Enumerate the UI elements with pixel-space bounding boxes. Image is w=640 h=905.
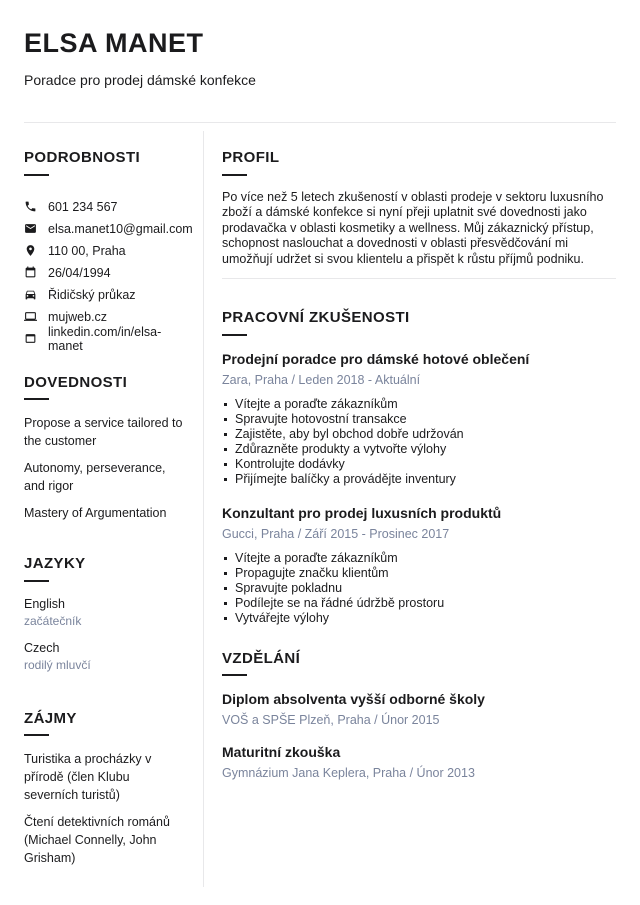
education-entry bbox=[222, 744, 616, 781]
contact-item-address bbox=[24, 240, 185, 262]
education-entry bbox=[222, 691, 616, 728]
education-title: Diplom absolventa vyšší odborné školy bbox=[222, 691, 485, 708]
linkedin-value: linkedin.com/in/elsa-manet bbox=[48, 324, 162, 353]
section-interests bbox=[24, 684, 185, 868]
languages-list bbox=[24, 596, 185, 673]
skills-section-title: DOVEDNOSTI bbox=[24, 373, 128, 391]
language-level: začátečník bbox=[24, 613, 82, 628]
job-entry-2 bbox=[222, 505, 616, 626]
education-list bbox=[222, 691, 616, 781]
phone-icon bbox=[24, 200, 37, 213]
section-skills bbox=[24, 350, 185, 523]
contact-item-email bbox=[24, 218, 193, 240]
section-title-rule bbox=[222, 174, 247, 176]
details-section-title: PODROBNOSTI bbox=[24, 149, 141, 167]
contact-item-phone bbox=[24, 196, 185, 218]
job-title: Konzultant pro prodej luxusních produktů bbox=[222, 504, 502, 521]
section-title-rule bbox=[222, 674, 247, 676]
job-title: Prodejní poradce pro dámské hotové oblečení bbox=[222, 350, 530, 367]
education-meta: Gymnázium Jana Keplera, Praha / Únor 2013 bbox=[222, 766, 475, 781]
education-title: Maturitní zkouška bbox=[222, 744, 341, 761]
skill-item: Mastery of Argumentation bbox=[24, 506, 167, 521]
section-title-rule bbox=[24, 398, 49, 400]
person-name: ELSA MANET bbox=[24, 28, 204, 58]
profile-section-title: PROFIL bbox=[222, 149, 280, 167]
language-name: Czech bbox=[24, 640, 60, 655]
job-bullet: Propagujte značku klientům bbox=[222, 566, 616, 581]
laptop-icon bbox=[24, 310, 37, 323]
job-bullet: Podílejte se na řádné údržbě prostoru bbox=[222, 596, 616, 611]
job-bullet: Vytvářejte výlohy bbox=[222, 611, 616, 626]
email-icon bbox=[24, 222, 37, 235]
job-bullet: Kontrolujte dodávky bbox=[222, 457, 616, 472]
job-meta: Gucci, Praha / Září 2015 - Prosinec 2017 bbox=[222, 526, 450, 541]
job-bullet-list bbox=[222, 551, 616, 626]
skill-item: Propose a service tailored to the customer bbox=[24, 416, 183, 449]
browser-icon bbox=[24, 332, 37, 345]
person-job-title: Poradce pro prodej dámské konfekce bbox=[24, 72, 256, 89]
interests-section-title: ZÁJMY bbox=[24, 709, 77, 727]
birthdate-value: 26/04/1994 bbox=[48, 265, 111, 280]
languages-section-title: JAZYKY bbox=[24, 555, 86, 573]
driving-license-value: Řidičský průkaz bbox=[48, 287, 136, 302]
phone-value: 601 234 567 bbox=[48, 199, 118, 214]
language-level: rodilý mluvčí bbox=[24, 657, 91, 672]
address-value: 110 00, Praha bbox=[48, 243, 126, 258]
job-entry-1 bbox=[222, 351, 616, 487]
job-bullet: Zajistěte, aby byl obchod dobře udržován bbox=[222, 427, 616, 442]
contact-item-driving-license bbox=[24, 284, 185, 306]
header-divider bbox=[24, 122, 616, 123]
website-value: mujweb.cz bbox=[48, 309, 108, 324]
contact-item-linkedin bbox=[24, 324, 185, 353]
section-experience bbox=[222, 287, 616, 626]
skills-list bbox=[24, 414, 185, 522]
section-title-rule bbox=[24, 174, 49, 176]
job-bullet: Vítejte a poraďte zákazníkům bbox=[222, 551, 616, 566]
job-bullet: Spravujte pokladnu bbox=[222, 581, 616, 596]
sidebar bbox=[24, 131, 204, 887]
job-bullet: Zdůrazněte produkty a vytvořte výlohy bbox=[222, 442, 616, 457]
contact-list bbox=[24, 196, 193, 353]
interest-item: Turistika a procházky v přírodě (člen Klubu severních turistů) bbox=[24, 752, 152, 803]
calendar-icon bbox=[24, 266, 37, 279]
main-content bbox=[204, 131, 616, 887]
job-bullet-list bbox=[222, 397, 616, 487]
education-meta: VOŠ a SPŠE Plzeň, Praha / Únor 2015 bbox=[222, 713, 440, 728]
section-title-rule bbox=[222, 334, 247, 336]
email-value: elsa.manet10@gmail.com bbox=[48, 221, 193, 236]
section-title-rule bbox=[24, 580, 49, 582]
language-name: English bbox=[24, 596, 65, 611]
skill-item: Autonomy, perseverance, and rigor bbox=[24, 461, 166, 494]
job-meta: Zara, Praha / Leden 2018 - Aktuální bbox=[222, 372, 421, 387]
job-bullet: Spravujte hotovostní transakce bbox=[222, 412, 616, 427]
job-bullet: Přijímejte balíčky a provádějte inventury bbox=[222, 472, 616, 487]
language-item bbox=[24, 596, 185, 629]
profile-divider bbox=[222, 278, 616, 279]
section-profile bbox=[222, 131, 616, 279]
section-education bbox=[222, 626, 616, 782]
section-title-rule bbox=[24, 734, 49, 736]
contact-item-birthdate bbox=[24, 262, 185, 284]
location-icon bbox=[24, 244, 37, 257]
job-bullet: Vítejte a poraďte zákazníkům bbox=[222, 397, 616, 412]
content-columns bbox=[24, 131, 616, 887]
interests-list bbox=[24, 750, 185, 867]
car-icon bbox=[24, 288, 37, 301]
experience-section-title: PRACOVNÍ ZKUŠENOSTI bbox=[222, 309, 410, 327]
interest-item: Čtení detektivních románů (Michael Connelly, John Grisham) bbox=[24, 815, 170, 866]
section-details bbox=[24, 131, 193, 353]
education-section-title: VZDĚLÁNÍ bbox=[222, 649, 301, 667]
language-item bbox=[24, 640, 185, 673]
section-languages bbox=[24, 531, 185, 673]
profile-text: Po více než 5 letech zkušeností v oblasti prodeje v sektoru luxusního zboží a dámské konfekce si nyní přeji uplatnit své dovednosti jako prodavačka v oblasti kosmetiky a wellness. Můj zákaznický přístup, schopnost naslouchat a dovednosti v oblasti přesvědčování mi umožňují udržet si svou klientelu a přispět k růstu příjmů podniku. bbox=[222, 189, 604, 266]
